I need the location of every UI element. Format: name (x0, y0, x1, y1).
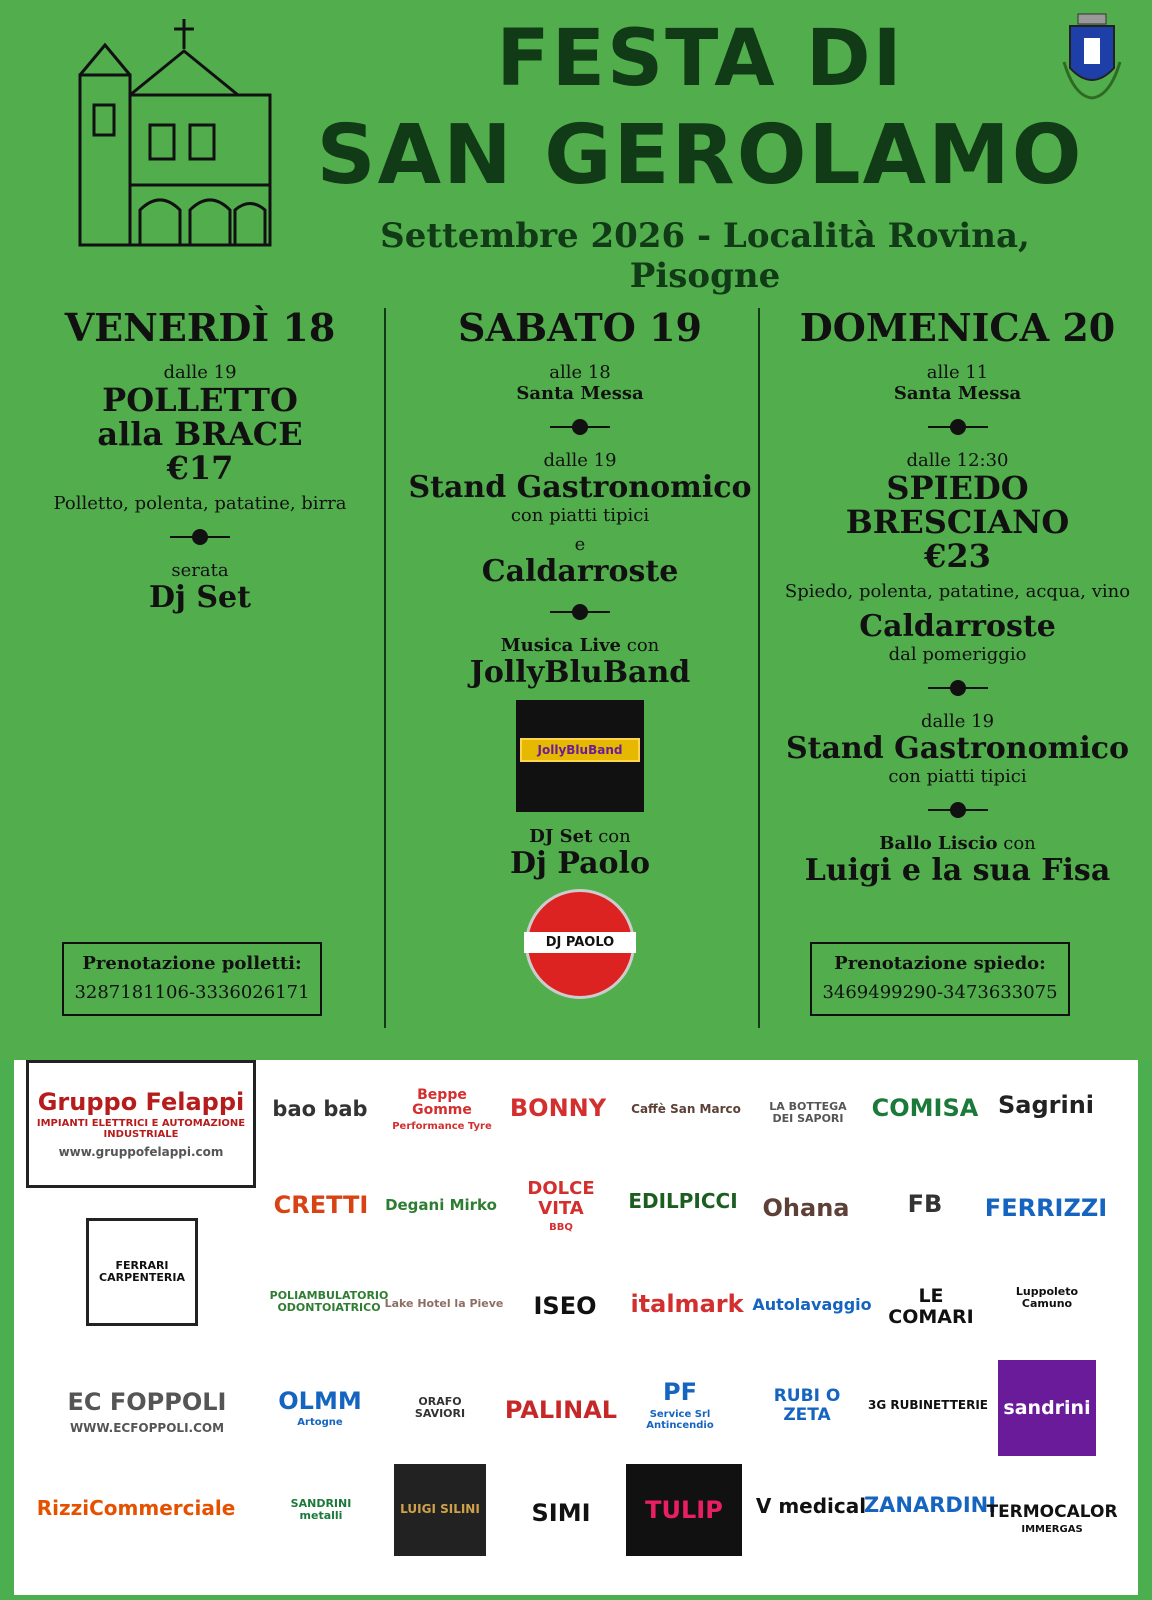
sponsor-subtitle: BBQ (549, 1221, 573, 1233)
sponsor-logo (626, 1464, 742, 1556)
mass-label: Santa Messa (516, 383, 644, 404)
sponsor-subtitle: Performance Tyre (392, 1121, 492, 1133)
sponsor-logo (276, 1460, 366, 1560)
sponsor-name: RizziCommerciale (36, 1496, 236, 1520)
sponsor-logo (272, 1060, 368, 1160)
sponsor-name: V medical (755, 1494, 867, 1518)
dish-title: SPIEDO (886, 469, 1029, 507)
stand-subtitle: con piatti tipici (888, 766, 1027, 787)
dj-logo-text: DJ PAOLO (524, 932, 636, 953)
sponsor-name: Caffè San Marco (631, 1102, 741, 1117)
sponsor-name: RUBI O ZETA (773, 1386, 841, 1425)
sponsor-name: PALINAL (504, 1395, 618, 1424)
sponsor-name: CRETTI (273, 1190, 369, 1219)
booking-label: Prenotazione polletti: (82, 953, 302, 974)
sponsor-name: POLIAMBULATORIO ODONTOIATRICO (269, 1288, 389, 1314)
band-title: JollyBluBand (469, 655, 691, 690)
stand-title: Stand Gastronomico (408, 470, 752, 505)
sponsor-name: Sagrini (997, 1090, 1095, 1119)
sponsor-logo (876, 1272, 986, 1342)
separator-icon (770, 673, 1145, 703)
music-label: Musica Live (500, 635, 622, 656)
sponsor-name: PF (663, 1378, 697, 1407)
sponsor-name: FERRARI CARPENTERIA (99, 1258, 185, 1284)
sponsor-name: FB (907, 1189, 943, 1218)
booking-numbers: 3469499290-3473633075 (822, 982, 1058, 1003)
time-label: alle 18 (549, 362, 611, 383)
menu-description: Polletto, polenta, patatine, birra (53, 493, 347, 514)
time-label: dalle 19 (163, 362, 237, 383)
sponsor-name: Autolavaggio (752, 1295, 872, 1315)
sponsor-name: Luppoleto Camuno (1015, 1284, 1079, 1310)
dish-title: alla BRACE (97, 415, 303, 453)
chestnuts-subtitle: dal pomeriggio (888, 644, 1027, 665)
sponsor-logo (624, 1360, 736, 1450)
sponsor-logo (262, 1172, 380, 1238)
sponsor-logo (382, 1178, 500, 1232)
sponsor-logo (870, 1178, 980, 1230)
dj-logo-image (525, 889, 635, 999)
separator-icon (770, 795, 1145, 825)
dance-label: Ballo Liscio (879, 833, 998, 854)
sponsor-name: italmark (630, 1289, 744, 1318)
dance-con: con (1003, 833, 1036, 854)
day-title: DOMENICA 20 (799, 305, 1116, 350)
sponsor-subtitle: IMMERGAS (1021, 1524, 1083, 1536)
sponsor-logo (748, 1382, 866, 1430)
sponsor-name: EDILPICCI (628, 1189, 738, 1213)
sponsor-logo (269, 1260, 389, 1344)
sponsor-logo (26, 1060, 256, 1188)
sponsor-website: WWW.ECFOPPOLI.COM (69, 1420, 225, 1435)
sponsor-name: SIMI (531, 1498, 591, 1527)
stand-title: Stand Gastronomico (785, 731, 1130, 766)
sponsor-logo (36, 1486, 236, 1530)
sponsor-name: SANDRINI metalli (290, 1496, 352, 1522)
sponsor-name: COMISA (871, 1093, 979, 1122)
sponsor-logo (624, 1178, 742, 1224)
sponsor-name: bao bab (272, 1097, 368, 1122)
sponsors-panel (14, 1060, 1138, 1595)
menu-description: Spiedo, polenta, patatine, acqua, vino (784, 581, 1131, 602)
dish-title: BRESCIANO (845, 503, 1070, 541)
chestnuts-title: Caldarroste (859, 609, 1056, 644)
sponsor-logo (870, 1088, 980, 1128)
time-label: dalle 19 (543, 450, 617, 471)
sponsor-logo (750, 1270, 874, 1340)
sponsor-name: LA BOTTEGA DEI SAPORI (769, 1099, 847, 1125)
sponsor-logo (264, 1370, 376, 1446)
sponsor-logo (758, 1068, 858, 1158)
dish-price: €23 (924, 537, 991, 575)
sponsor-subtitle: IMPIANTI ELETTRICI E AUTOMAZIONE INDUSTRIALE (36, 1118, 246, 1141)
booking-label: Prenotazione spiedo: (834, 953, 1046, 974)
sponsor-logo (986, 1075, 1106, 1135)
sponsor-name: Beppe Gomme (412, 1086, 472, 1118)
sponsor-logo (626, 1282, 748, 1326)
sponsor-logo (394, 1362, 486, 1454)
chestnuts-title: Caldarroste (481, 554, 679, 589)
sponsor-website: www.gruppofelappi.com (58, 1145, 224, 1160)
church-drawing-icon (70, 15, 280, 255)
day-title: SABATO 19 (458, 305, 702, 350)
day-column-sunday (770, 298, 1145, 888)
sponsor-logo (86, 1218, 198, 1326)
separator-icon (395, 597, 765, 627)
mass-label: Santa Messa (893, 383, 1022, 404)
sponsor-name: OLMM (278, 1386, 362, 1415)
sponsor-subtitle: Service Srl Antincendio (646, 1408, 714, 1431)
sponsor-name: 3G RUBINETTERIE (868, 1398, 988, 1413)
sponsor-name: LE COMARI (888, 1285, 974, 1328)
sponsor-name: Lake Hotel la Pieve (384, 1296, 504, 1310)
dish-price: €17 (166, 449, 234, 487)
time-label: dalle 19 (920, 711, 995, 732)
music-con: con (626, 635, 660, 656)
separator-icon (770, 412, 1145, 442)
sponsor-logo (986, 1464, 1118, 1574)
sponsor-name: ISEO (533, 1291, 597, 1320)
sponsor-logo (502, 1170, 620, 1242)
booking-numbers: 3287181106-3336026171 (74, 982, 310, 1003)
band-logo-image (516, 700, 644, 812)
sponsor-name: TULIP (645, 1495, 723, 1524)
day-title: VENERDÌ 18 (64, 305, 336, 350)
separator-icon (395, 412, 765, 442)
title-line-1: FESTA DI (496, 14, 904, 104)
band-logo-text: JollyBluBand (520, 738, 640, 762)
sponsor-logo (36, 1358, 258, 1466)
sponsor-logo (868, 1380, 988, 1432)
sponsor-name: Ohana (762, 1193, 850, 1222)
sponsor-name: TERMOCALOR (986, 1501, 1118, 1522)
sponsor-name: BONNY (509, 1093, 607, 1122)
dish-title: POLLETTO (102, 381, 298, 419)
separator-icon (15, 522, 385, 552)
sponsor-name: Gruppo Felappi (37, 1087, 245, 1116)
dj-title: Dj Paolo (510, 846, 650, 881)
sponsor-logo (986, 1188, 1106, 1228)
and-label: e (574, 534, 586, 555)
sponsor-logo (992, 1252, 1102, 1344)
time-label: alle 11 (926, 362, 989, 383)
day-column-saturday (395, 298, 765, 999)
dj-label: DJ Set (529, 826, 593, 847)
sponsor-logo (998, 1360, 1096, 1456)
day-column-friday (15, 298, 385, 615)
sponsor-name: LUIGI SILINI (400, 1502, 480, 1517)
booking-box-spiedo (810, 942, 1070, 1016)
sponsor-name: Degani Mirko (385, 1195, 497, 1214)
sponsor-logo (626, 1080, 746, 1140)
booking-box-polletti (62, 942, 322, 1016)
title-line-2: SAN GEROLAMO (316, 108, 1084, 203)
sponsor-logo (506, 1280, 624, 1332)
sponsor-logo (863, 1482, 997, 1530)
event-subtitle: Settembre 2026 - Località Rovina, Pisogne (380, 216, 1030, 296)
sponsor-name: FERRIZZI (984, 1193, 1108, 1222)
sponsor-name: ZANARDINI (863, 1493, 997, 1518)
sponsor-name: EC FOPPOLI (67, 1388, 227, 1417)
dj-set-title: Dj Set (149, 580, 251, 615)
sponsor-logo (744, 1168, 868, 1248)
sponsor-logo (506, 1472, 616, 1554)
sponsor-logo (384, 1270, 504, 1338)
sponsor-logo (752, 1480, 870, 1532)
sponsor-name: sandrini (1003, 1396, 1091, 1419)
time-label: dalle 12:30 (906, 450, 1009, 471)
sponsor-logo (394, 1464, 486, 1556)
sponsor-logo (392, 1060, 492, 1160)
sponsor-name: ORAFO SAVIORI (414, 1394, 466, 1420)
sponsor-logo (502, 1088, 614, 1128)
evening-label: serata (171, 560, 229, 581)
dance-title: Luigi e la sua Fisa (804, 853, 1111, 888)
sponsor-subtitle: Artogne (297, 1417, 343, 1429)
sponsor-logo (502, 1386, 620, 1434)
stand-subtitle: con piatti tipici (510, 505, 650, 526)
sponsor-name: DOLCE VITA (527, 1178, 595, 1219)
dj-con: con (598, 826, 631, 847)
